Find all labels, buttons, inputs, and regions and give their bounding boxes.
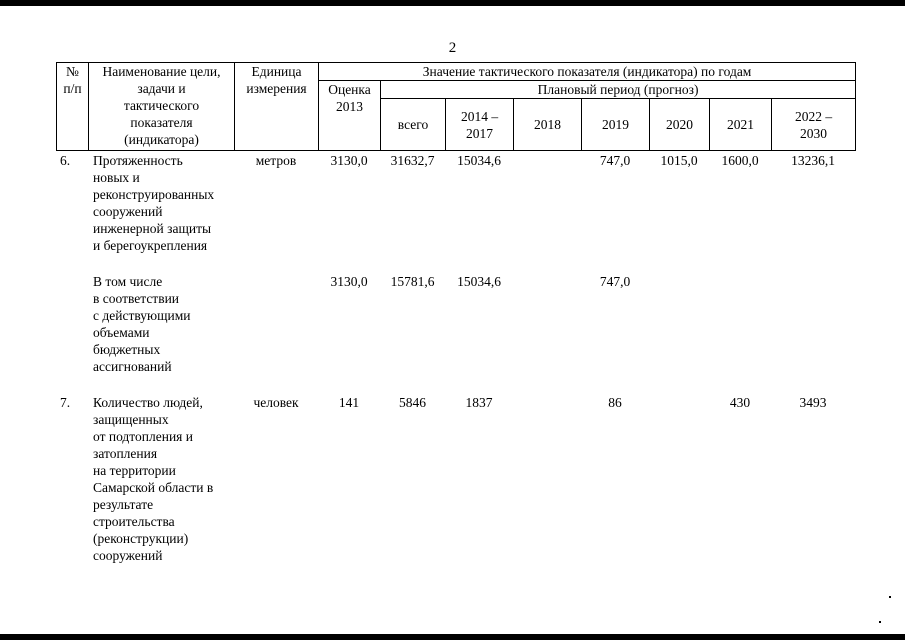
value-2013: 141 xyxy=(338,395,360,410)
value-2014-2017: 15034,6 xyxy=(457,274,501,289)
header-col-2021: 2021 xyxy=(710,99,772,151)
header-col-2022-2030: 2022 – 2030 xyxy=(772,99,856,151)
header-col-2019: 2019 xyxy=(582,99,650,151)
value-2014-2017: 15034,6 xyxy=(457,153,501,168)
scan-bottom-border xyxy=(0,634,905,640)
value-2019: 747,0 xyxy=(599,274,631,289)
row-name: Количество людей, защищенных от подтопления и затопления на территории Самарской области в результате строительства (реконструкции) сооружений xyxy=(93,395,214,563)
scan-top-border xyxy=(0,0,905,6)
value-total: 15781,6 xyxy=(390,274,435,289)
header-estimate: Оценка 2013 xyxy=(319,81,381,151)
indicator-table-header xyxy=(56,62,856,151)
value-total: 31632,7 xyxy=(390,153,435,168)
row-number: 6. xyxy=(60,153,71,168)
value-2013: 3130,0 xyxy=(330,153,368,168)
row-number: 7. xyxy=(60,395,71,410)
value-2022-2030: 13236,1 xyxy=(791,153,835,168)
value-2013: 3130,0 xyxy=(330,274,368,289)
header-col-total: всего xyxy=(381,99,446,151)
page-number: 2 xyxy=(448,40,457,56)
header-group-title: Значение тактического показателя (индикатора) по годам xyxy=(319,63,856,81)
value-2019: 86 xyxy=(608,395,622,410)
value-total: 5846 xyxy=(399,395,426,410)
header-col-2020: 2020 xyxy=(650,99,710,151)
value-2021: 430 xyxy=(729,395,751,410)
scan-speck xyxy=(879,621,881,623)
scan-speck xyxy=(889,596,891,598)
row-name: Протяженность новых и реконструированных сооружений инженерной защиты и берегоукрепления xyxy=(93,153,215,253)
row-unit: метров xyxy=(255,153,297,168)
header-name: Наименование цели, задачи и тактического показателя (индикатора) xyxy=(89,63,235,151)
header-unit: Единица измерения xyxy=(235,63,319,151)
value-2022-2030: 3493 xyxy=(799,395,827,410)
row-name: В том числе в соответствии с действующими объемами бюджетных ассигнований xyxy=(93,274,191,374)
value-2019: 747,0 xyxy=(599,153,631,168)
header-plan-title: Плановый период (прогноз) xyxy=(381,81,856,99)
value-2020: 1015,0 xyxy=(660,153,698,168)
header-col-2014-2017: 2014 – 2017 xyxy=(446,99,514,151)
header-num: № п/п xyxy=(57,63,89,151)
value-2021: 1600,0 xyxy=(721,153,759,168)
value-2014-2017: 1837 xyxy=(465,395,493,410)
header-col-2018: 2018 xyxy=(514,99,582,151)
row-unit: человек xyxy=(253,395,299,410)
